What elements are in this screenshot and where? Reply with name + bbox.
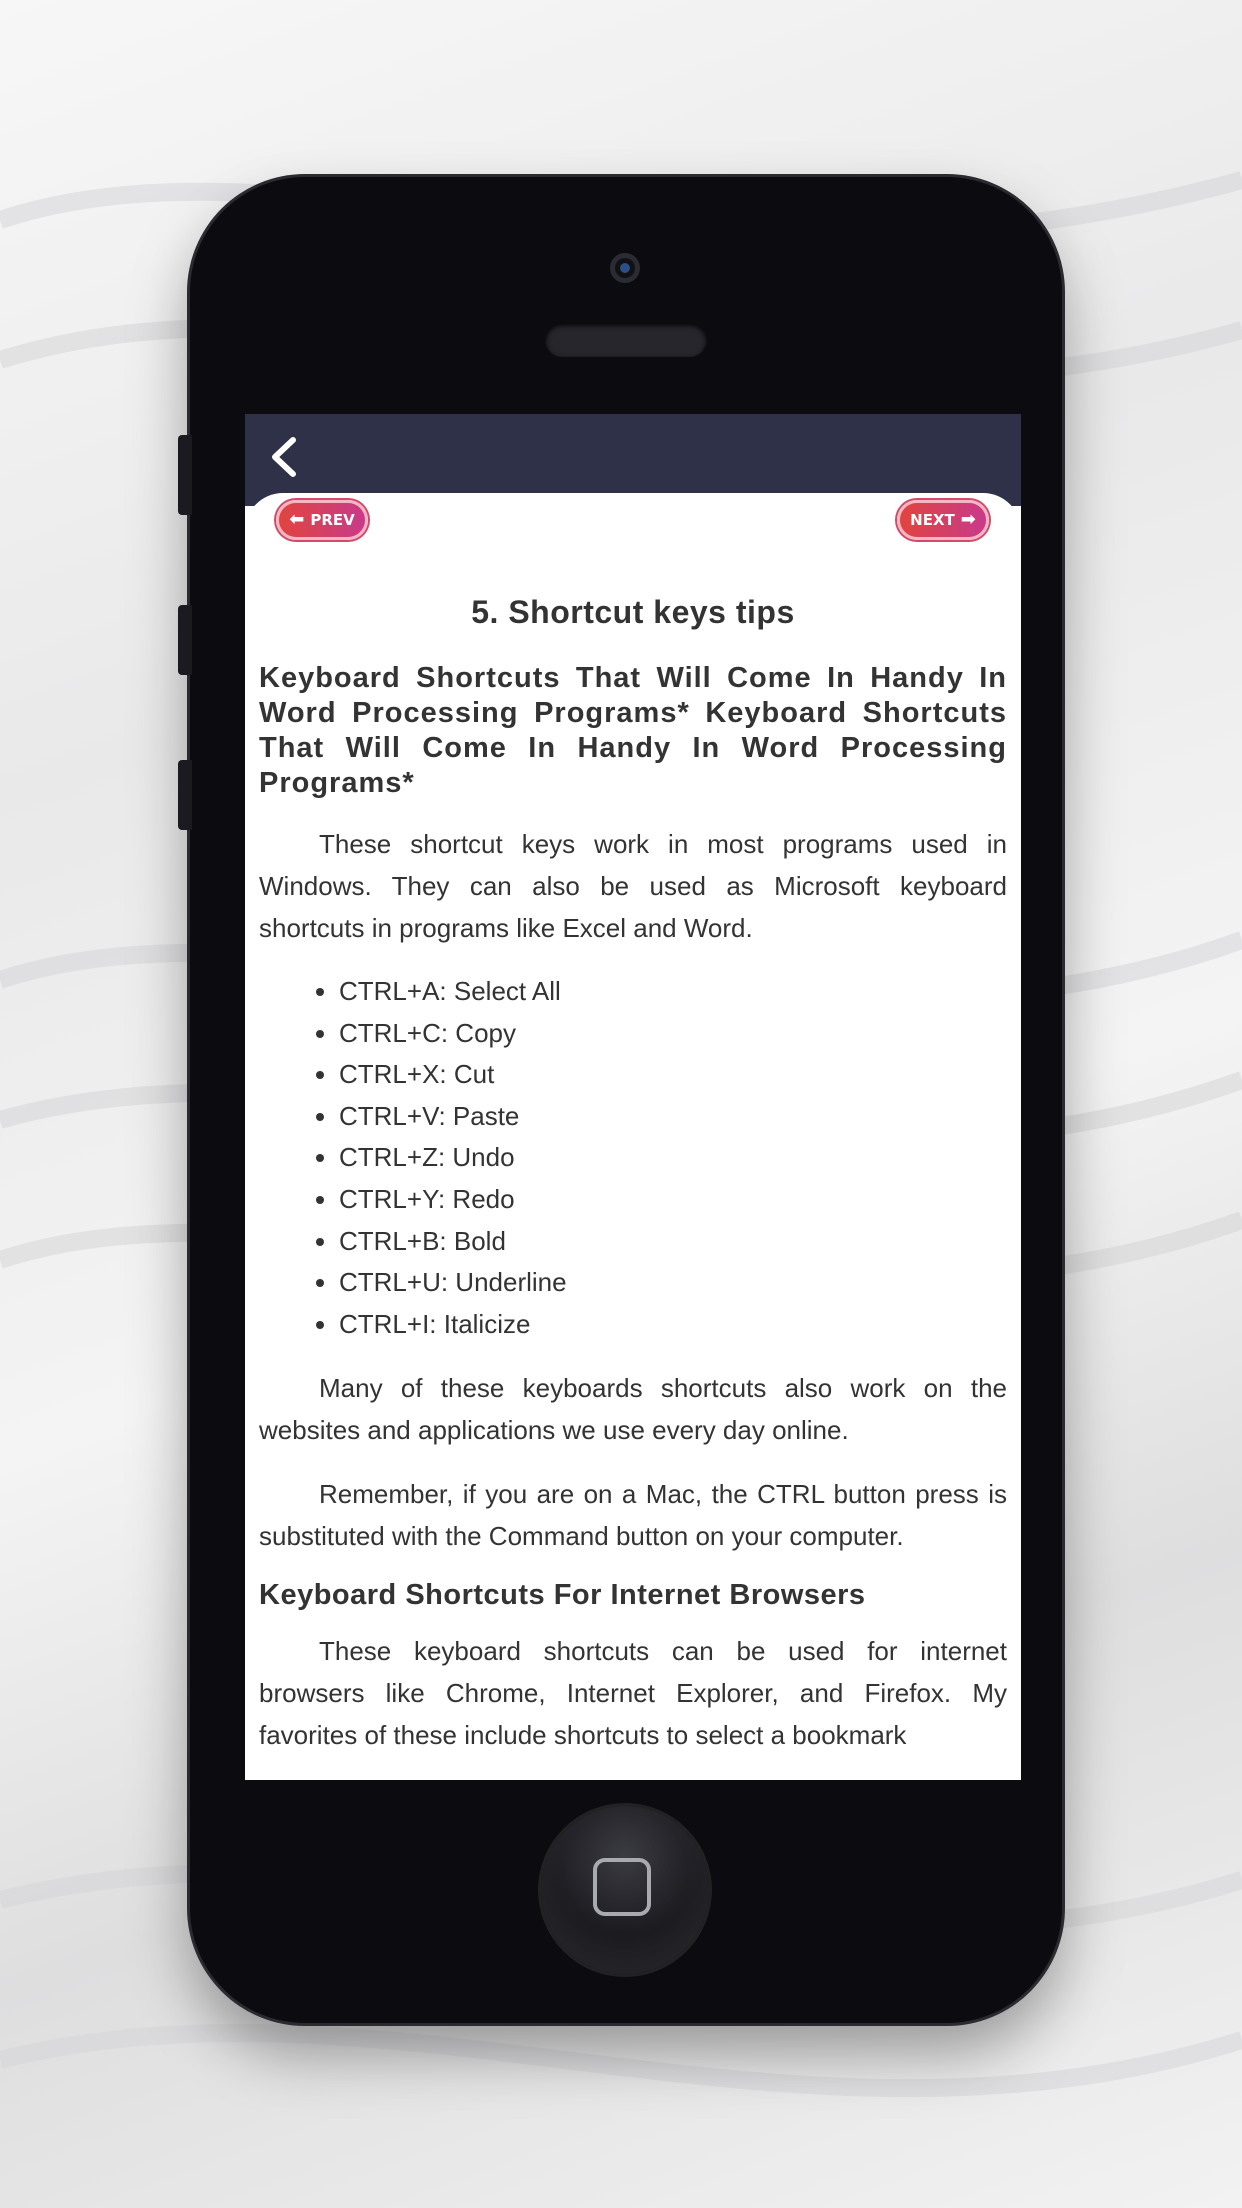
arrow-left-icon: ⬅ [289,509,305,530]
earpiece-speaker [545,323,707,357]
intro-paragraph: These shortcut keys work in most programs used in Windows. They can also be used as Microsoft keyboard shortcuts in programs like Excel and Word. [259,829,1007,943]
section-heading: Keyboard Shortcuts For Internet Browsers [259,1579,866,1612]
article-subheading: Keyboard Shortcuts That Will Come In Handy In Word Processing Programs* Keyboard Shortcuts That Will Come In Handy In Word Processing Programs* [259,662,1007,799]
mute-switch [178,435,192,515]
arrow-right-icon: ➡ [960,509,976,530]
page-title: 5. Shortcut keys tips [471,594,795,630]
list-item: • CTRL+V: Paste [339,1096,1007,1138]
prev-button[interactable] [276,500,368,540]
prev-label: PREV [310,511,355,529]
front-camera [610,253,640,283]
home-button[interactable] [541,1806,709,1974]
next-button[interactable] [897,500,989,540]
shortcut-list [259,971,1007,1345]
list-item: • CTRL+Z: Undo [339,1137,1007,1179]
home-square-icon [593,1858,651,1916]
list-item: • CTRL+B: Bold [339,1221,1007,1263]
paragraph-browsers: These keyboard shortcuts can be used for internet browsers like Chrome, Internet Explorer, and Firefox. My favorites of these include shortcuts to select a bookmark [259,1636,1007,1751]
list-item: • CTRL+Y: Redo [339,1179,1007,1221]
list-item: • CTRL+X: Cut [339,1054,1007,1096]
paragraph-mac: Remember, if you are on a Mac, the CTRL button press is substituted with the Command button on your computer. [259,1479,1007,1552]
volume-up-button [178,605,192,675]
article-body [259,594,1007,1778]
next-label: NEXT [910,511,955,529]
volume-down-button [178,760,192,830]
paragraph-online: Many of these keyboards shortcuts also work on the websites and applications we use every day online. [259,1373,1007,1446]
phone-screen [245,414,1021,1780]
chevron-left-icon[interactable] [263,432,307,482]
list-item: • CTRL+U: Underline [339,1262,1007,1304]
list-item: • CTRL+C: Copy [339,1013,1007,1055]
list-item: • CTRL+I: Italicize [339,1304,1007,1346]
list-item: • CTRL+A: Select All [339,971,1007,1013]
